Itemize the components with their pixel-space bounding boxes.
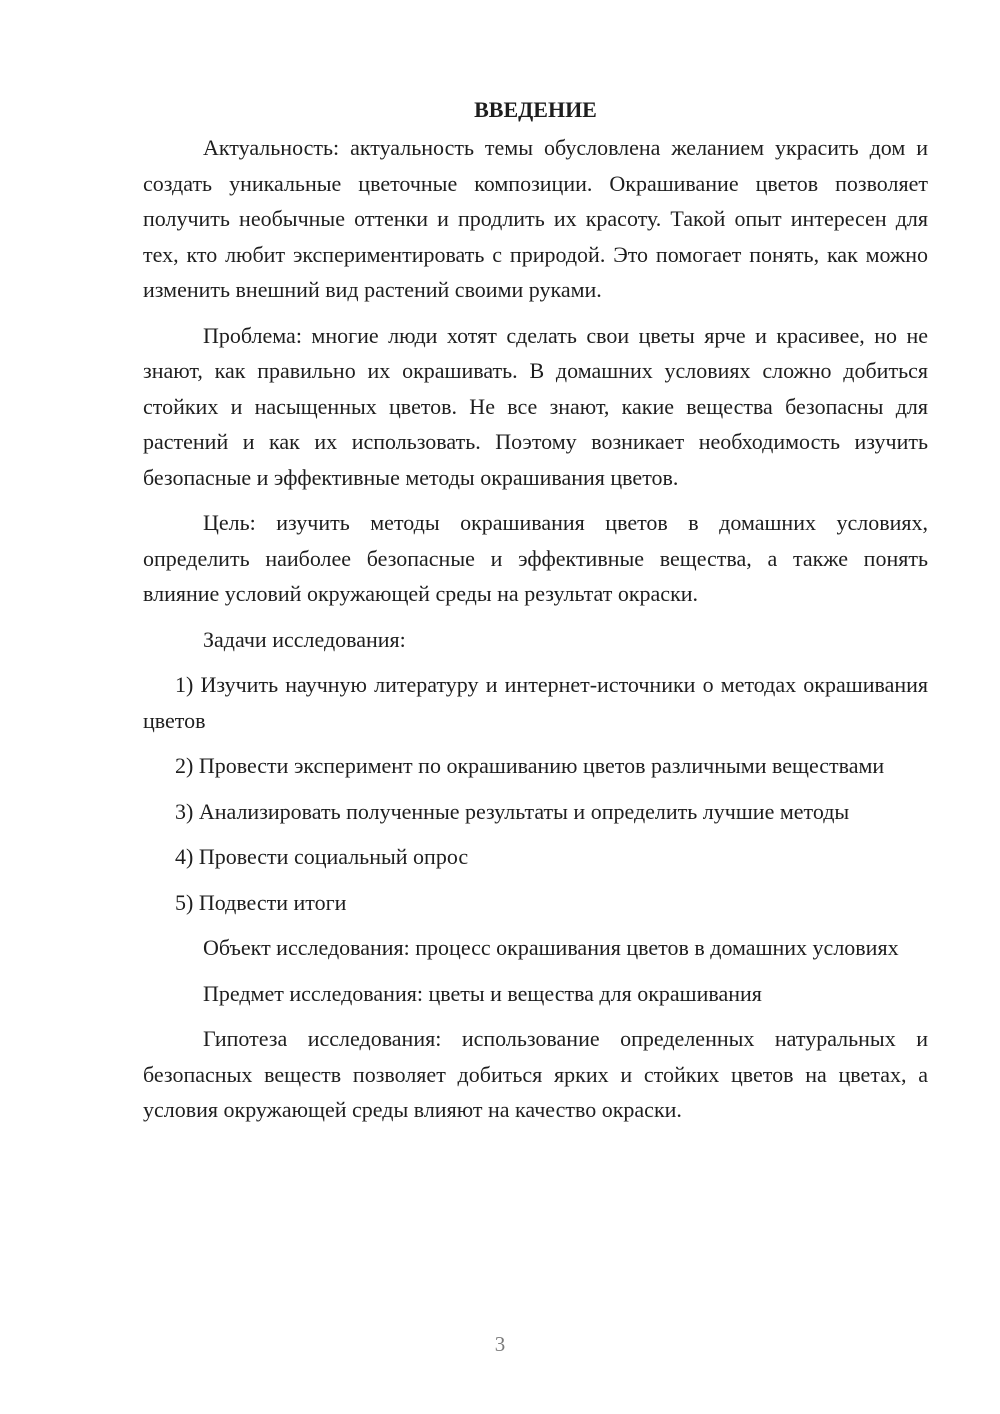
paragraph-subject: Предмет исследования: цветы и вещества для окрашивания	[203, 980, 762, 1006]
list-item: 2) Провести эксперимент по окрашиванию цветов различными веществами	[175, 753, 885, 778]
paragraph-problem: Проблема: многие люди хотят сделать свои цветы ярче и красивее, но не знают, как правильно их окрашивать. В домашних условиях сложно добиться стойких и насыщенных цветов. Не все знают, какие вещества безопасны для растений и как их использовать. Поэтому возникает необходимость изучить безопасные и эффективные методы окрашивания цветов.	[143, 322, 928, 490]
paragraph-object: Объект исследования: процесс окрашивания цветов в домашних условиях	[203, 935, 899, 960]
paragraph-goal: Цель: изучить методы окрашивания цветов в домашних условиях, определить наиболее безопасные и эффективные вещества, а также понять влияние условий окружающей среды на результат окраски.	[143, 510, 928, 606]
list-item: 3) Анализировать полученные результаты и определить лучшие методы	[175, 798, 850, 824]
page-number: 3	[494, 1332, 506, 1356]
paragraph-hypothesis: Гипотеза исследования: использование определенных натуральных и безопасных веществ позволяет добиться ярких и стойких цветов на цветах, а условия окружающей среды влияют на качество окраски.	[143, 1026, 928, 1122]
section-title: ВВЕДЕНИЕ	[474, 97, 597, 122]
tasks-heading: Задачи исследования:	[203, 626, 406, 652]
list-item: 5) Подвести итоги	[175, 889, 347, 915]
page-content	[143, 92, 928, 1138]
paragraph-actuality: Актуальность: актуальность темы обусловлена желанием украсить дом и создать уникальные цветочные композиции. Окрашивание цветов позволяет получить необычные оттенки и продлить их красоту. Такой опыт интересен для тех, кто любит экспериментировать с природой. Это помогает понять, как можно изменить внешний вид растений своими руками.	[143, 135, 928, 302]
list-item: 4) Провести социальный опрос	[175, 844, 469, 869]
list-item: 1) Изучить научную литературу и интернет-источники о методах окрашивания цветов	[143, 672, 928, 733]
tasks-list	[143, 667, 928, 920]
